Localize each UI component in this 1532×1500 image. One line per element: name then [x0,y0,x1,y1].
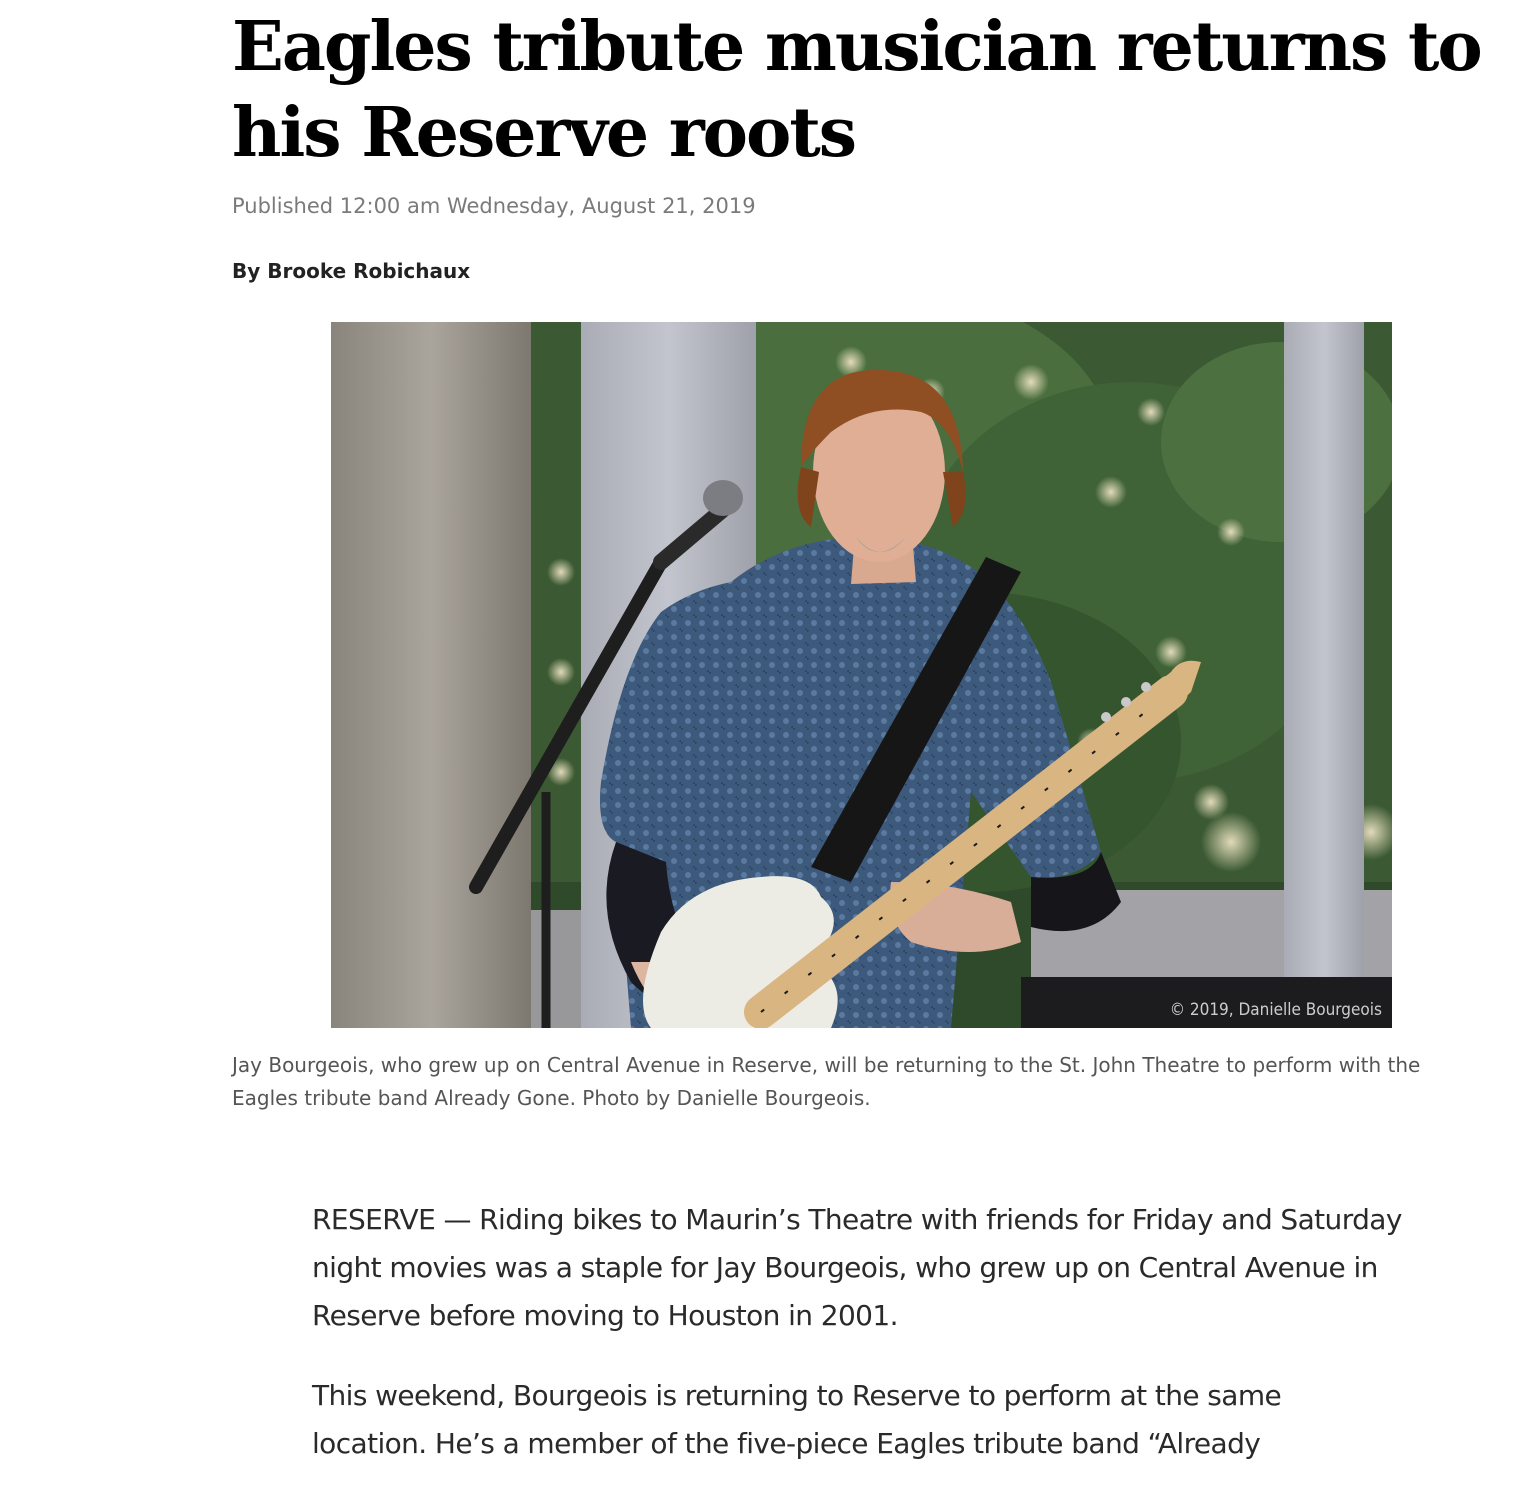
publish-date: Published 12:00 am Wednesday, August 21, 2019 [232,194,756,218]
byline: By Brooke Robichaux [232,259,471,283]
photo-caption: Jay Bourgeois, who grew up on Central Avenue in Reserve, will be returning to the St. John Theatre to perform with the Eagles tribute band Already Gone. Photo by Danielle Bourgeois. [232,1053,1421,1110]
article-body [312,1196,1402,1500]
photo-credit: © 2019, Danielle Bourgeois [1169,1000,1382,1020]
article-paragraph: RESERVE — Riding bikes to Maurin’s Theatre with friends for Friday and Saturday night movies was a staple for Jay Bourgeois, who grew up on Central Avenue in Reserve before moving to Houston in 2001. [312,1203,1402,1332]
article-photo[interactable] [331,322,1392,1028]
article-paragraph: This weekend, Bourgeois is returning to Reserve to perform at the same location. He’s a member of the five-piece Eagles tribute band “Already [312,1379,1282,1460]
photo-illustration [331,322,1392,1028]
article-headline: Eagles tribute musician returns to his Reserve roots [232,7,1481,173]
